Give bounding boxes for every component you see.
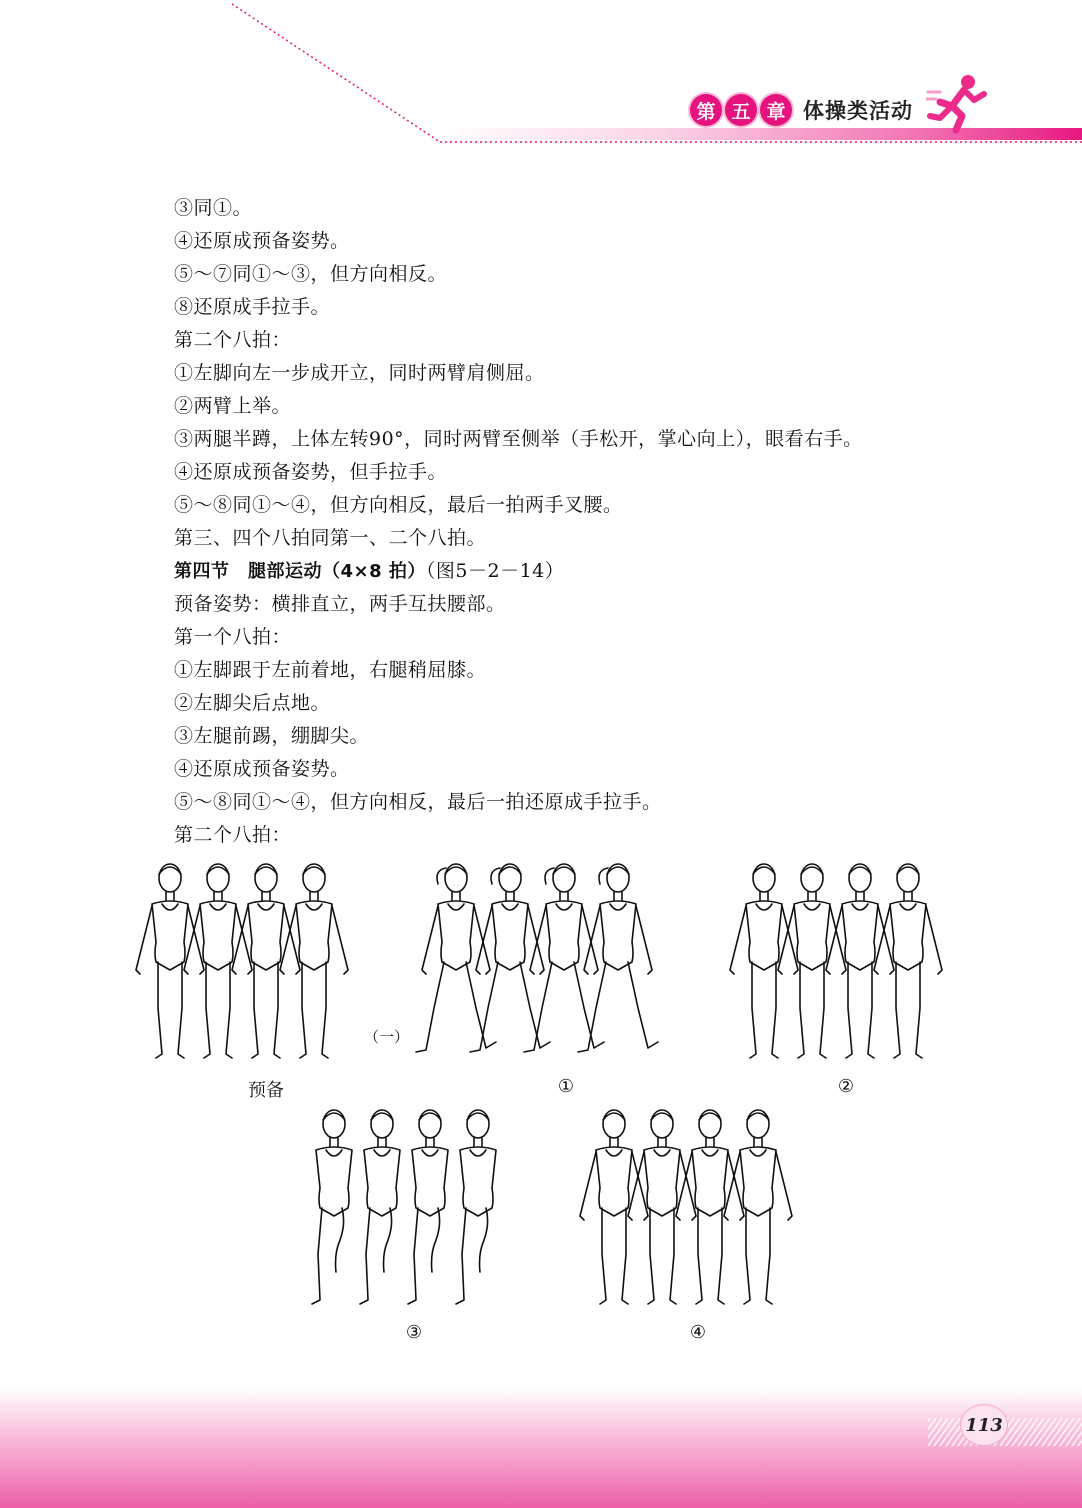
figure-preparation bbox=[132, 858, 372, 1068]
dancer-figure bbox=[874, 864, 942, 1058]
figure-step-2 bbox=[726, 858, 966, 1068]
dancer-figure bbox=[676, 1110, 744, 1304]
dancer-figure bbox=[628, 1110, 696, 1304]
dancer-figure bbox=[724, 1110, 792, 1304]
dancer-figure bbox=[778, 864, 846, 1058]
caption-step-1: ① bbox=[557, 1076, 575, 1097]
dancer-figure bbox=[408, 1110, 448, 1304]
dancer-figure bbox=[578, 864, 658, 1052]
dancer-figure bbox=[232, 864, 300, 1058]
body-line: 第一个八拍： bbox=[174, 626, 292, 648]
caption-step-2: ② bbox=[837, 1076, 855, 1097]
chapter-heading bbox=[690, 92, 913, 128]
figure-group-label: （一） bbox=[364, 1028, 410, 1046]
body-line: 第二个八拍： bbox=[174, 329, 292, 351]
body-line: ⑧还原成手拉手。 bbox=[174, 296, 331, 318]
caption-preparation: 预备 bbox=[248, 1080, 284, 1101]
running-figure-icon bbox=[926, 72, 988, 134]
figure-step-3 bbox=[296, 1104, 536, 1314]
body-line: ③两腿半蹲，上体左转90°，同时两臂至侧举（手松开，掌心向上），眼看右手。 bbox=[174, 428, 863, 450]
body-line: ③左腿前踢，绷脚尖。 bbox=[174, 725, 370, 747]
body-line: ⑤～⑧同①～④，但方向相反，最后一拍两手叉腰。 bbox=[174, 494, 623, 516]
caption-step-4: ④ bbox=[689, 1322, 707, 1343]
body-line: 第二个八拍： bbox=[174, 824, 292, 846]
chapter-char-3: 章 bbox=[760, 94, 792, 126]
body-line: 预备姿势：横排直立，两手互扶腰部。 bbox=[174, 593, 506, 615]
body-line: ⑤～⑧同①～④，但方向相反，最后一拍还原成手拉手。 bbox=[174, 791, 662, 813]
section-heading bbox=[174, 555, 974, 588]
body-line: ②左脚尖后点地。 bbox=[174, 692, 331, 714]
dancer-figure bbox=[360, 1110, 400, 1304]
footer-gradient bbox=[0, 1388, 1082, 1508]
chapter-char-2: 五 bbox=[725, 94, 757, 126]
body-line: ④还原成预备姿势。 bbox=[174, 230, 350, 252]
body-line: ⑤～⑦同①～③，但方向相反。 bbox=[174, 263, 448, 285]
dancer-figure bbox=[280, 864, 348, 1058]
body-line: 第三、四个八拍同第一、二个八拍。 bbox=[174, 527, 487, 549]
dancer-figure bbox=[184, 864, 252, 1058]
body-line: ②两臂上举。 bbox=[174, 395, 292, 417]
body-line: ④还原成预备姿势，但手拉手。 bbox=[174, 461, 448, 483]
figure-reference: （图5－2－14） bbox=[425, 560, 565, 582]
body-line: ①左脚向左一步成开立，同时两臂肩侧屈。 bbox=[174, 362, 545, 384]
body-line: ①左脚跟于左前着地，右腿稍屈膝。 bbox=[174, 659, 487, 681]
dancer-figure bbox=[524, 864, 604, 1052]
figure-step-4 bbox=[576, 1104, 816, 1314]
chapter-char-1: 第 bbox=[690, 94, 722, 126]
dancer-figure bbox=[136, 864, 204, 1058]
page-number: 113 bbox=[960, 1404, 1008, 1446]
dancer-figure bbox=[730, 864, 798, 1058]
section-title: 第四节 腿部运动（4×8 拍） bbox=[174, 561, 426, 582]
body-text bbox=[174, 192, 974, 852]
dancer-figure bbox=[580, 1110, 648, 1304]
dancer-figure bbox=[312, 1110, 352, 1304]
body-line: ③同①。 bbox=[174, 197, 253, 219]
dancer-figure bbox=[416, 864, 496, 1052]
caption-step-3: ③ bbox=[405, 1322, 423, 1343]
dancer-figure bbox=[470, 864, 550, 1052]
figure-step-1 bbox=[396, 858, 696, 1068]
body-line: ④还原成预备姿势。 bbox=[174, 758, 350, 780]
dancer-figure bbox=[456, 1110, 496, 1304]
chapter-title: 体操类活动 bbox=[803, 99, 913, 123]
dancer-figure bbox=[826, 864, 894, 1058]
